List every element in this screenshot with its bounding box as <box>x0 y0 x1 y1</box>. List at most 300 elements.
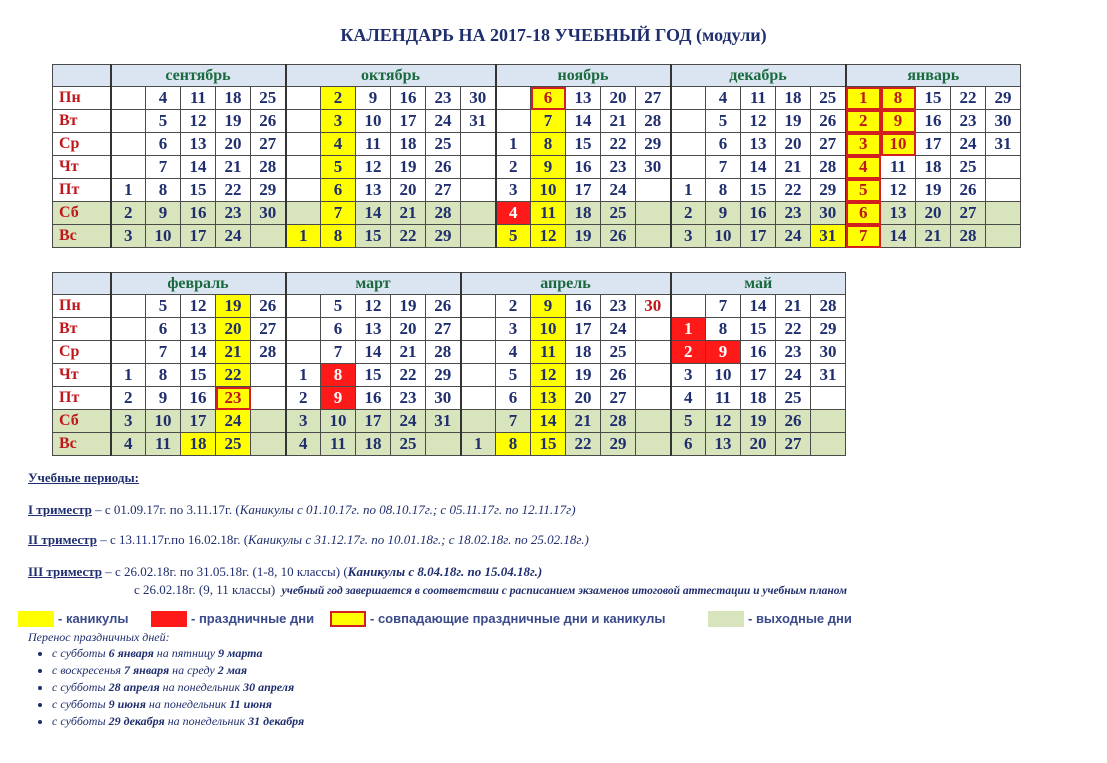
week-row <box>53 364 846 387</box>
date-cell <box>636 341 671 364</box>
date-cell: 9 <box>706 202 741 225</box>
date-cell: 5 <box>496 225 531 248</box>
date-cell: 19 <box>776 110 811 133</box>
date-cell: 7 <box>531 110 566 133</box>
date-cell: 16 <box>181 387 216 410</box>
date-cell: 4 <box>286 433 321 456</box>
date-cell: 20 <box>391 318 426 341</box>
date-cell: 3 <box>496 179 531 202</box>
transfers-title: Перенос праздничных дней: <box>28 630 170 644</box>
date-cell: 9 <box>356 87 391 110</box>
date-cell: 6 <box>531 87 566 110</box>
date-cell: 27 <box>426 318 461 341</box>
date-cell: 26 <box>951 179 986 202</box>
legend-vacation: - каникулы <box>58 611 129 626</box>
date-cell: 1 <box>671 179 706 202</box>
date-cell: 16 <box>741 202 776 225</box>
date-cell: 7 <box>146 341 181 364</box>
date-cell: 4 <box>111 433 146 456</box>
date-cell: 14 <box>181 341 216 364</box>
date-cell: 5 <box>321 156 356 179</box>
date-cell: 10 <box>706 225 741 248</box>
date-cell: 10 <box>146 410 181 433</box>
date-cell: 26 <box>776 410 811 433</box>
date-cell: 23 <box>601 295 636 318</box>
date-cell: 17 <box>741 364 776 387</box>
date-cell: 8 <box>146 364 181 387</box>
date-cell: 21 <box>776 156 811 179</box>
date-cell: 12 <box>181 295 216 318</box>
date-cell: 19 <box>391 156 426 179</box>
week-row <box>53 87 1021 110</box>
date-cell: 5 <box>496 364 531 387</box>
date-cell: 14 <box>356 202 391 225</box>
legend-swatch-combined <box>330 611 366 627</box>
date-cell: 16 <box>916 110 951 133</box>
date-cell: 14 <box>741 295 776 318</box>
date-cell: 22 <box>601 133 636 156</box>
trimester-1-vacation: Каникулы с 01.10.17г. по 08.10.17г.; с 05.11.17г. по 12.11.17г) <box>239 502 576 517</box>
date-cell: 6 <box>706 133 741 156</box>
date-cell: 30 <box>636 156 671 179</box>
trimester-3 <box>28 564 542 580</box>
date-cell: 24 <box>216 410 251 433</box>
transfer-item: • с воскресенья 7 января на среду 2 мая <box>52 662 304 679</box>
week-row <box>53 295 846 318</box>
date-cell: 29 <box>251 179 286 202</box>
date-cell: 20 <box>601 87 636 110</box>
date-cell <box>811 410 846 433</box>
date-cell: 13 <box>881 202 916 225</box>
date-cell: 18 <box>776 87 811 110</box>
week-row <box>53 225 1021 248</box>
date-cell <box>251 433 286 456</box>
date-cell: 24 <box>951 133 986 156</box>
date-cell: 13 <box>356 318 391 341</box>
date-cell: 18 <box>216 87 251 110</box>
week-row <box>53 133 1021 156</box>
date-cell: 7 <box>706 156 741 179</box>
date-cell: 1 <box>111 179 146 202</box>
date-cell: 29 <box>811 318 846 341</box>
date-cell: 12 <box>181 110 216 133</box>
date-cell: 30 <box>811 341 846 364</box>
date-cell: 4 <box>496 341 531 364</box>
date-cell <box>636 410 671 433</box>
date-cell <box>636 202 671 225</box>
trimester-3-second-start: с 26.02.18г. (9, 11 классы) <box>134 582 276 597</box>
date-cell: 6 <box>146 133 181 156</box>
date-cell: 26 <box>426 295 461 318</box>
day-name: Чт <box>53 364 111 387</box>
day-name: Вт <box>53 110 111 133</box>
legend-swatch-vacation <box>18 611 54 627</box>
date-cell: 27 <box>251 133 286 156</box>
date-cell: 27 <box>601 387 636 410</box>
day-name: Пт <box>53 179 111 202</box>
trimester-3-dates: – с 26.02.18г. по 31.05.18г. (1-8, 10 классы) ( <box>102 564 348 579</box>
date-cell: 15 <box>181 179 216 202</box>
month-header: январь <box>846 65 1021 87</box>
day-name: Пн <box>53 87 111 110</box>
date-cell: 16 <box>356 387 391 410</box>
date-cell: 15 <box>566 133 601 156</box>
date-cell: 11 <box>881 156 916 179</box>
trimester-1-label: I триместр <box>28 502 92 517</box>
date-cell: 28 <box>426 341 461 364</box>
day-name: Пт <box>53 387 111 410</box>
date-cell: 3 <box>671 364 706 387</box>
date-cell: 17 <box>566 179 601 202</box>
date-cell: 27 <box>951 202 986 225</box>
periods-title: Учебные периоды: <box>28 470 139 485</box>
date-cell: 10 <box>356 110 391 133</box>
date-cell: 16 <box>391 87 426 110</box>
date-cell: 17 <box>181 225 216 248</box>
date-cell: 28 <box>426 202 461 225</box>
date-cell: 22 <box>776 179 811 202</box>
date-cell: 19 <box>741 410 776 433</box>
date-cell: 25 <box>216 433 251 456</box>
date-cell <box>461 133 496 156</box>
calendar-table-sep-jan <box>52 64 1021 248</box>
date-cell: 27 <box>776 433 811 456</box>
date-cell: 11 <box>146 433 181 456</box>
day-name: Сб <box>53 410 111 433</box>
date-cell: 29 <box>601 433 636 456</box>
date-cell: 13 <box>356 179 391 202</box>
date-cell <box>671 87 706 110</box>
date-cell: 26 <box>811 110 846 133</box>
month-header: февраль <box>111 273 286 295</box>
date-cell: 9 <box>321 387 356 410</box>
date-cell: 27 <box>811 133 846 156</box>
date-cell: 3 <box>286 410 321 433</box>
date-cell <box>111 295 146 318</box>
date-cell: 2 <box>286 387 321 410</box>
date-cell: 10 <box>531 179 566 202</box>
date-cell <box>286 87 321 110</box>
day-name: Ср <box>53 133 111 156</box>
date-cell: 5 <box>671 410 706 433</box>
month-header: март <box>286 273 461 295</box>
date-cell <box>111 156 146 179</box>
date-cell: 7 <box>846 225 881 248</box>
trimester-3-label: III триместр <box>28 564 103 579</box>
date-cell: 3 <box>846 133 881 156</box>
date-cell: 13 <box>181 133 216 156</box>
week-row <box>53 387 846 410</box>
date-cell <box>461 410 496 433</box>
date-cell: 31 <box>461 110 496 133</box>
date-cell: 27 <box>636 87 671 110</box>
date-cell: 24 <box>216 225 251 248</box>
date-cell: 12 <box>881 179 916 202</box>
date-cell: 8 <box>531 133 566 156</box>
date-cell: 4 <box>671 387 706 410</box>
date-cell: 20 <box>566 387 601 410</box>
week-row <box>53 110 1021 133</box>
date-cell <box>286 179 321 202</box>
transfer-item: • с субботы 28 апреля на понедельник 30 апреля <box>52 679 304 696</box>
date-cell: 1 <box>671 318 706 341</box>
date-cell: 12 <box>531 225 566 248</box>
date-cell <box>251 364 286 387</box>
date-cell: 22 <box>391 225 426 248</box>
date-cell: 11 <box>356 133 391 156</box>
date-cell: 1 <box>111 364 146 387</box>
date-cell: 20 <box>216 318 251 341</box>
holiday-transfers <box>28 630 304 730</box>
date-cell: 24 <box>391 410 426 433</box>
date-cell: 15 <box>531 433 566 456</box>
date-cell: 1 <box>496 133 531 156</box>
legend-swatch-holiday <box>151 611 187 627</box>
date-cell <box>251 225 286 248</box>
date-cell: 21 <box>776 295 811 318</box>
page-title: КАЛЕНДАРЬ НА 2017-18 УЧЕБНЫЙ ГОД (модули) <box>340 25 767 45</box>
date-cell: 25 <box>426 133 461 156</box>
date-cell: 26 <box>601 225 636 248</box>
day-name: Сб <box>53 202 111 225</box>
date-cell: 18 <box>741 387 776 410</box>
date-cell: 8 <box>496 433 531 456</box>
date-cell: 25 <box>811 87 846 110</box>
date-cell <box>111 110 146 133</box>
date-cell: 2 <box>496 156 531 179</box>
date-cell: 23 <box>216 202 251 225</box>
date-cell: 15 <box>356 364 391 387</box>
date-cell: 21 <box>391 202 426 225</box>
date-cell: 30 <box>811 202 846 225</box>
date-cell: 8 <box>146 179 181 202</box>
date-cell: 10 <box>706 364 741 387</box>
date-cell <box>986 202 1021 225</box>
date-cell: 3 <box>671 225 706 248</box>
date-cell: 12 <box>741 110 776 133</box>
date-cell: 10 <box>321 410 356 433</box>
date-cell <box>286 341 321 364</box>
date-cell <box>636 318 671 341</box>
calendar-table-feb-may <box>52 272 846 456</box>
transfers-list <box>28 645 304 730</box>
date-cell: 21 <box>916 225 951 248</box>
date-cell: 3 <box>111 225 146 248</box>
trimester-3-line2 <box>134 582 847 598</box>
date-cell <box>636 364 671 387</box>
date-cell: 30 <box>636 295 671 318</box>
date-cell: 6 <box>496 387 531 410</box>
date-cell: 5 <box>146 295 181 318</box>
date-cell: 2 <box>111 387 146 410</box>
month-header: октябрь <box>286 65 496 87</box>
transfer-item: • с субботы 29 декабря на понедельник 31 декабря <box>52 713 304 730</box>
date-cell: 12 <box>356 295 391 318</box>
date-cell: 11 <box>181 87 216 110</box>
date-cell: 20 <box>916 202 951 225</box>
date-cell: 30 <box>986 110 1021 133</box>
date-cell: 10 <box>531 318 566 341</box>
legend-swatch-weekend <box>708 611 744 627</box>
date-cell: 3 <box>111 410 146 433</box>
date-cell: 18 <box>566 341 601 364</box>
date-cell: 29 <box>986 87 1021 110</box>
day-name: Вс <box>53 225 111 248</box>
date-cell: 30 <box>461 87 496 110</box>
date-cell <box>111 87 146 110</box>
date-cell: 26 <box>601 364 636 387</box>
date-cell: 8 <box>321 364 356 387</box>
date-cell: 28 <box>601 410 636 433</box>
date-cell <box>986 225 1021 248</box>
week-row <box>53 318 846 341</box>
date-cell: 5 <box>846 179 881 202</box>
date-cell: 23 <box>776 202 811 225</box>
date-cell: 15 <box>356 225 391 248</box>
date-cell: 23 <box>426 87 461 110</box>
date-cell: 17 <box>741 225 776 248</box>
legend-holiday: - праздничные дни <box>191 611 315 626</box>
trimester-2-dates: – с 13.11.17г.по 16.02.18г. ( <box>96 532 249 547</box>
date-cell: 6 <box>321 318 356 341</box>
date-cell: 14 <box>566 110 601 133</box>
date-cell: 11 <box>741 87 776 110</box>
date-cell: 1 <box>286 364 321 387</box>
date-cell: 28 <box>636 110 671 133</box>
date-cell: 19 <box>391 295 426 318</box>
date-cell: 14 <box>531 410 566 433</box>
date-cell: 6 <box>146 318 181 341</box>
date-cell: 29 <box>426 225 461 248</box>
date-cell: 2 <box>671 202 706 225</box>
date-cell: 11 <box>531 202 566 225</box>
date-cell: 16 <box>566 295 601 318</box>
date-cell <box>286 156 321 179</box>
date-cell: 7 <box>706 295 741 318</box>
date-cell: 7 <box>496 410 531 433</box>
date-cell: 16 <box>741 341 776 364</box>
date-cell <box>111 133 146 156</box>
date-cell: 9 <box>146 202 181 225</box>
date-cell: 21 <box>601 110 636 133</box>
date-cell: 20 <box>776 133 811 156</box>
date-cell <box>426 433 461 456</box>
date-cell: 9 <box>881 110 916 133</box>
date-cell: 20 <box>741 433 776 456</box>
date-cell <box>496 110 531 133</box>
date-cell: 12 <box>531 364 566 387</box>
date-cell: 14 <box>356 341 391 364</box>
date-cell: 11 <box>321 433 356 456</box>
date-cell <box>286 202 321 225</box>
date-cell <box>986 156 1021 179</box>
date-cell <box>496 87 531 110</box>
date-cell: 9 <box>706 341 741 364</box>
trimester-1-dates: – с 01.09.17г. по 3.11.17г. ( <box>91 502 240 517</box>
date-cell: 19 <box>216 295 251 318</box>
transfer-item: • с субботы 6 января на пятницу 9 марта <box>52 645 304 662</box>
date-cell <box>461 202 496 225</box>
date-cell: 21 <box>216 341 251 364</box>
date-cell: 18 <box>356 433 391 456</box>
date-cell: 9 <box>531 156 566 179</box>
date-cell: 8 <box>706 179 741 202</box>
date-cell: 15 <box>741 318 776 341</box>
date-cell: 17 <box>391 110 426 133</box>
date-cell: 5 <box>146 110 181 133</box>
date-cell: 15 <box>916 87 951 110</box>
date-cell <box>811 433 846 456</box>
date-cell: 13 <box>706 433 741 456</box>
month-header: апрель <box>461 273 671 295</box>
date-cell: 3 <box>321 110 356 133</box>
date-cell <box>461 387 496 410</box>
date-cell: 17 <box>916 133 951 156</box>
date-cell <box>286 133 321 156</box>
date-cell <box>461 156 496 179</box>
date-cell <box>286 295 321 318</box>
date-cell: 22 <box>216 364 251 387</box>
transfer-item: • с субботы 9 июня на понедельник 11 июня <box>52 696 304 713</box>
date-cell: 28 <box>251 341 286 364</box>
legend <box>18 609 1107 629</box>
day-name: Пн <box>53 295 111 318</box>
date-cell: 17 <box>356 410 391 433</box>
date-cell: 17 <box>181 410 216 433</box>
date-cell: 19 <box>566 225 601 248</box>
date-cell: 27 <box>251 318 286 341</box>
date-cell <box>111 341 146 364</box>
date-cell: 7 <box>321 341 356 364</box>
date-cell <box>461 295 496 318</box>
date-cell: 23 <box>776 341 811 364</box>
date-cell: 23 <box>601 156 636 179</box>
date-cell <box>461 364 496 387</box>
date-cell: 26 <box>251 110 286 133</box>
legend-weekend: - выходные дни <box>748 611 852 626</box>
date-cell: 8 <box>321 225 356 248</box>
date-cell <box>461 179 496 202</box>
date-cell: 24 <box>776 225 811 248</box>
date-cell <box>636 433 671 456</box>
date-cell: 18 <box>916 156 951 179</box>
date-cell: 21 <box>566 410 601 433</box>
date-cell: 13 <box>531 387 566 410</box>
day-name: Вт <box>53 318 111 341</box>
date-cell: 18 <box>566 202 601 225</box>
week-row <box>53 341 846 364</box>
date-cell: 20 <box>216 133 251 156</box>
date-cell: 5 <box>321 295 356 318</box>
date-cell <box>461 341 496 364</box>
date-cell: 26 <box>251 295 286 318</box>
date-cell: 1 <box>286 225 321 248</box>
date-cell: 13 <box>566 87 601 110</box>
date-cell: 24 <box>426 110 461 133</box>
date-cell <box>636 179 671 202</box>
date-cell: 16 <box>566 156 601 179</box>
date-cell <box>671 133 706 156</box>
date-cell: 2 <box>846 110 881 133</box>
date-cell: 25 <box>776 387 811 410</box>
date-cell: 6 <box>321 179 356 202</box>
date-cell: 2 <box>321 87 356 110</box>
date-cell: 9 <box>146 387 181 410</box>
date-cell <box>671 295 706 318</box>
legend-combined: - совпадающие праздничные дни и каникулы <box>370 611 666 626</box>
date-cell: 28 <box>811 156 846 179</box>
date-cell: 25 <box>601 202 636 225</box>
